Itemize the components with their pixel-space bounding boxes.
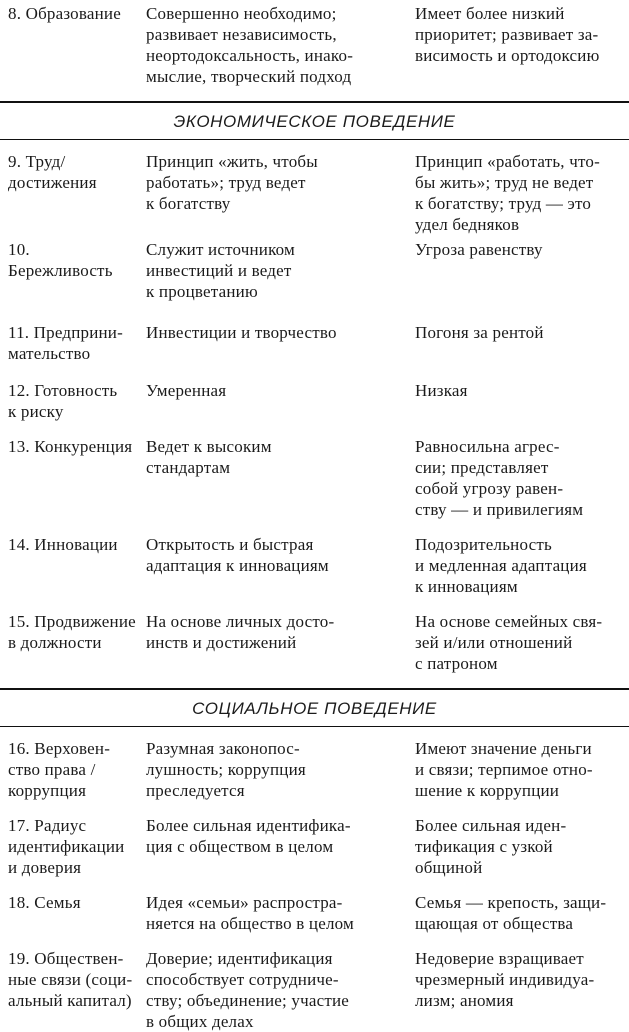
section-header-social-behavior (0, 688, 629, 727)
resistant-culture-cell: Имеет более низкий приоритет; развивает за- висимость и ортодоксию (415, 4, 600, 65)
resistant-culture-cell: Подозрительность и медленная адаптация к инновациям (415, 535, 587, 596)
factor-label: 12. Готовность к риску (8, 381, 118, 421)
factor-label: 15. Продвижение в должности (8, 612, 136, 652)
progressive-culture-cell: На основе личных досто- инств и достижений (146, 612, 335, 652)
resistant-culture-cell: Недоверие взращивает чрезмерный индивидуа- лизм; аномия (415, 949, 595, 1010)
section-title: СОЦИАЛЬНОЕ ПОВЕДЕНИЕ (192, 699, 437, 718)
resistant-culture-cell: Имеют значение деньги и связи; терпимое отно- шение к коррупции (415, 739, 593, 800)
table-row-16 (8, 738, 623, 801)
resistant-culture-cell: Семья — крепость, защи- щающая от общества (415, 893, 607, 933)
factor-label: 11. Предприни- мательство (8, 323, 123, 363)
resistant-culture-cell: На основе семейных свя- зей и/или отношений с патроном (415, 612, 603, 673)
section-header-economic-behavior (0, 101, 629, 140)
table-row-18 (8, 892, 623, 934)
table-row-10 (8, 239, 623, 302)
table-row-12 (8, 380, 623, 422)
progressive-culture-cell: Разумная законопос- лушность; коррупция преследуется (146, 739, 306, 800)
table-row-17 (8, 815, 623, 878)
table-row-13 (8, 436, 623, 520)
progressive-culture-cell: Совершенно необходимо; развивает независимость, неортодоксальность, инако- мыслие, творческий подход (146, 4, 354, 86)
progressive-culture-cell: Идея «семьи» распростра- няется на общество в целом (146, 893, 354, 933)
progressive-culture-cell: Служит источником инвестиций и ведет к процветанию (146, 240, 296, 301)
factor-label: 10. Бережливость (8, 240, 113, 280)
progressive-culture-cell: Ведет к высоким стандартам (146, 437, 272, 477)
table-row-19 (8, 948, 623, 1032)
progressive-culture-cell: Более сильная идентифика- ция с обществом в целом (146, 816, 351, 856)
section-title: ЭКОНОМИЧЕСКОЕ ПОВЕДЕНИЕ (173, 112, 456, 131)
progressive-culture-cell: Умеренная (146, 381, 227, 400)
table-row-14 (8, 534, 623, 597)
factor-label: 16. Верховен- ство права / коррупция (8, 739, 111, 800)
progressive-culture-cell: Открытость и быстрая адаптация к инновациям (146, 535, 329, 575)
resistant-culture-cell: Низкая (415, 381, 468, 400)
table-row-9 (8, 151, 623, 235)
factor-label: 18. Семья (8, 893, 81, 912)
factor-label: 9. Труд/ достижения (8, 152, 97, 192)
table-row-11 (8, 322, 623, 364)
progressive-culture-cell: Инвестиции и творчество (146, 323, 337, 342)
factor-label: 13. Конкуренция (8, 437, 133, 456)
table-row-15 (8, 611, 623, 674)
factor-label: 19. Обществен- ные связи (соци- альный капитал) (8, 949, 133, 1010)
resistant-culture-cell: Равносильна агрес- сии; представляет собой угрозу равен- ству — и привилегиям (415, 437, 584, 519)
progressive-culture-cell: Доверие; идентификация способствует сотрудниче- ству; объединение; участие в общих делах (146, 949, 350, 1031)
resistant-culture-cell: Угроза равенству (415, 240, 543, 259)
resistant-culture-cell: Принцип «работать, что- бы жить»; труд не ведет к богатству; труд — это удел бедняков (415, 152, 600, 234)
progressive-culture-cell: Принцип «жить, чтобы работать»; труд ведет к богатству (146, 152, 318, 213)
resistant-culture-cell: Погоня за рентой (415, 323, 544, 342)
table-row-8 (8, 3, 623, 87)
resistant-culture-cell: Более сильная иден- тификация с узкой общиной (415, 816, 567, 877)
factor-label: 17. Радиус идентификации и доверия (8, 816, 125, 877)
factor-label: 14. Инновации (8, 535, 118, 554)
factor-label: 8. Образование (8, 4, 121, 23)
